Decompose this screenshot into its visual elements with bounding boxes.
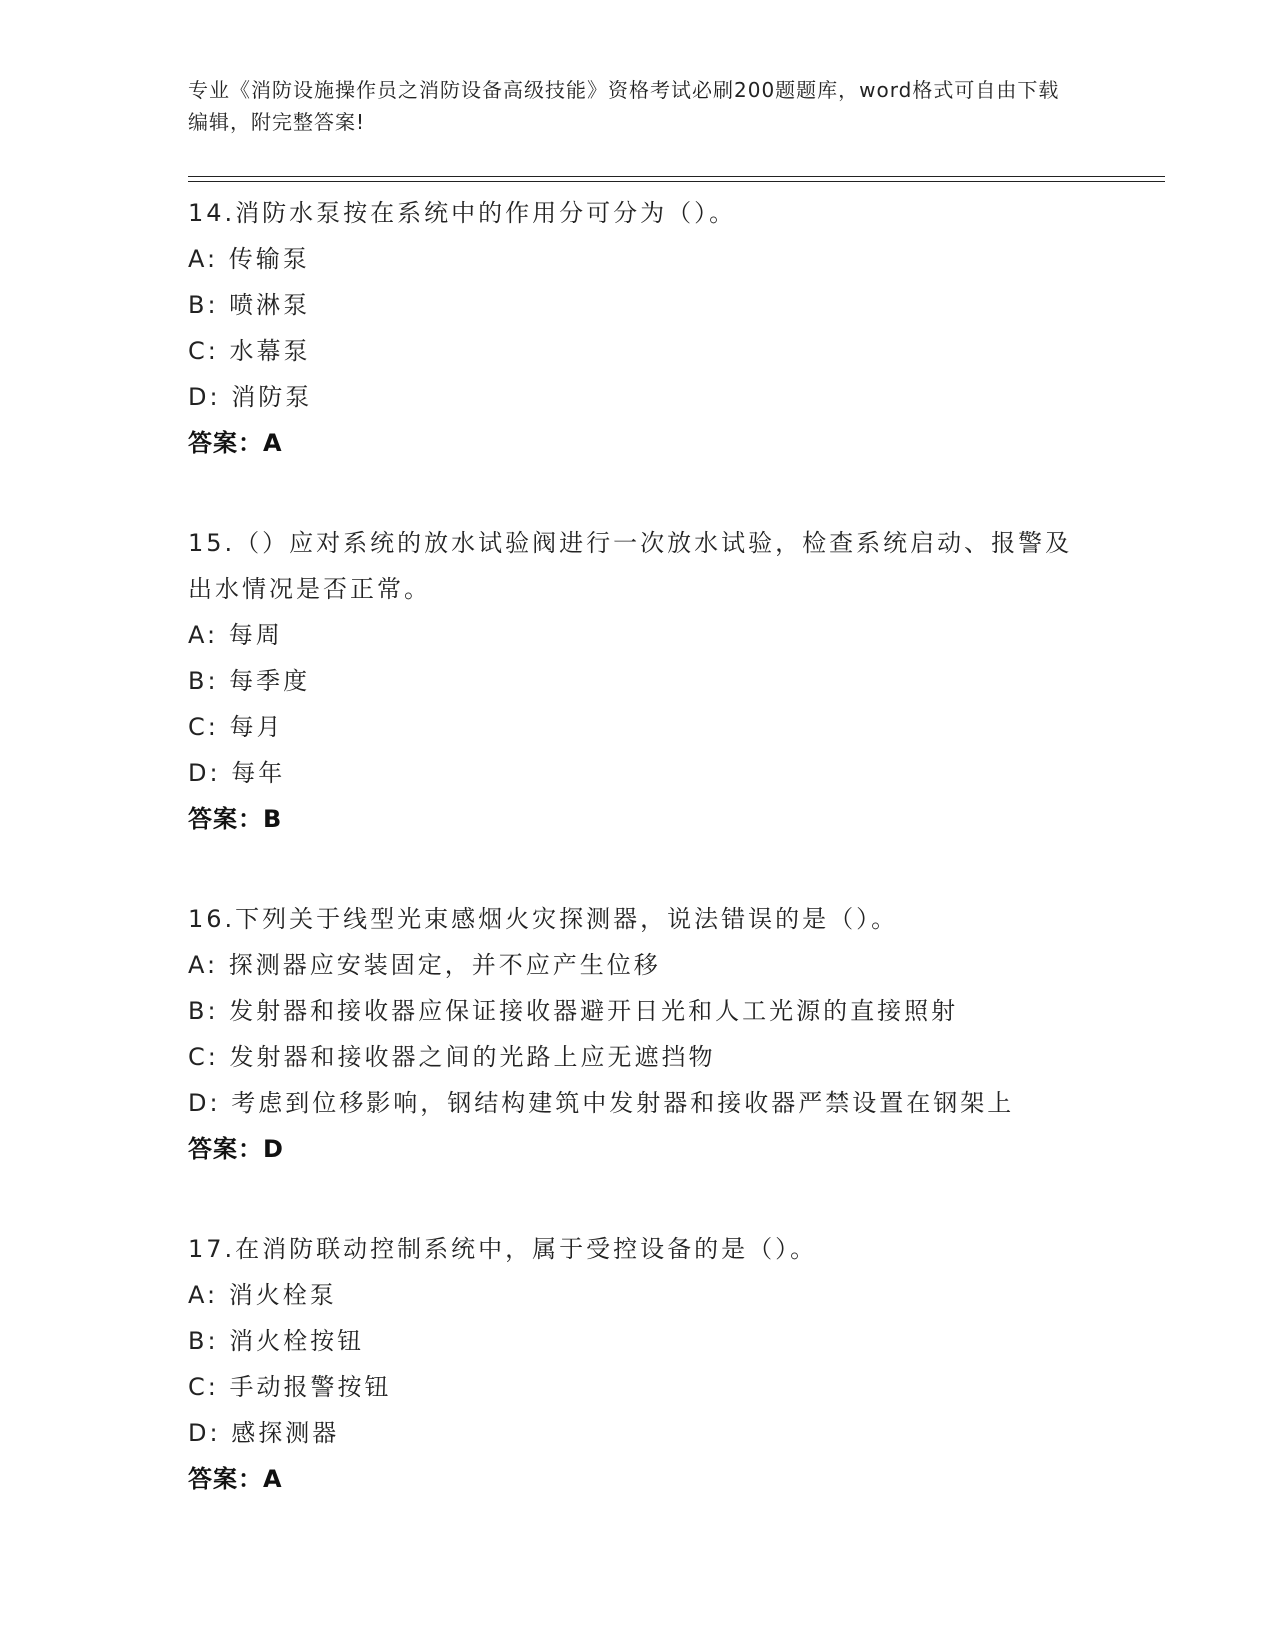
option-c: C: 每月: [188, 713, 284, 741]
question-stem: 15.（）应对系统的放水试验阀进行一次放水试验，检查系统启动、报警及出水情况是否正常。: [188, 529, 1073, 603]
option-b: B: 每季度: [188, 667, 311, 695]
option-b: B: 喷淋泵: [188, 291, 311, 319]
option-a: A: 探测器应安装固定，并不应产生位移: [188, 951, 661, 979]
header-text: 专业《消防设施操作员之消防设备高级技能》资格考试必刷200题题库，word格式可自由下载编辑，附完整答案!: [188, 78, 1060, 134]
question-list: [188, 190, 1088, 1556]
option-b: B: 消火栓按钮: [188, 1327, 365, 1355]
option-a: A: 消火栓泵: [188, 1281, 337, 1309]
question-14: [188, 190, 1088, 466]
question-stem: 17.在消防联动控制系统中，属于受控设备的是（）。: [188, 1235, 818, 1263]
question-17: [188, 1226, 1088, 1502]
answer: 答案：D: [188, 1135, 284, 1163]
option-a: A: 每周: [188, 621, 283, 649]
answer: 答案：B: [188, 805, 283, 833]
question-16: [188, 896, 1088, 1172]
option-c: C: 手动报警按钮: [188, 1373, 392, 1401]
option-c: C: 水幕泵: [188, 337, 311, 365]
question-stem: 14.消防水泵按在系统中的作用分可分为（）。: [188, 199, 737, 227]
option-c: C: 发射器和接收器之间的光路上应无遮挡物: [188, 1043, 716, 1071]
option-d: D: 消防泵: [188, 383, 313, 411]
option-d: D: 考虑到位移影响，钢结构建筑中发射器和接收器严禁设置在钢架上: [188, 1089, 1015, 1117]
answer: 答案：A: [188, 1465, 283, 1493]
question-stem: 16.下列关于线型光束感烟火灾探测器，说法错误的是（）。: [188, 905, 899, 933]
header-divider-top: [188, 176, 1165, 177]
question-15: [188, 520, 1088, 842]
answer: 答案：A: [188, 429, 283, 457]
option-b: B: 发射器和接收器应保证接收器避开日光和人工光源的直接照射: [188, 997, 959, 1025]
option-d: D: 每年: [188, 759, 286, 787]
option-d: D: 感探测器: [188, 1419, 340, 1447]
header-divider-bottom: [188, 181, 1165, 182]
option-a: A: 传输泵: [188, 245, 310, 273]
